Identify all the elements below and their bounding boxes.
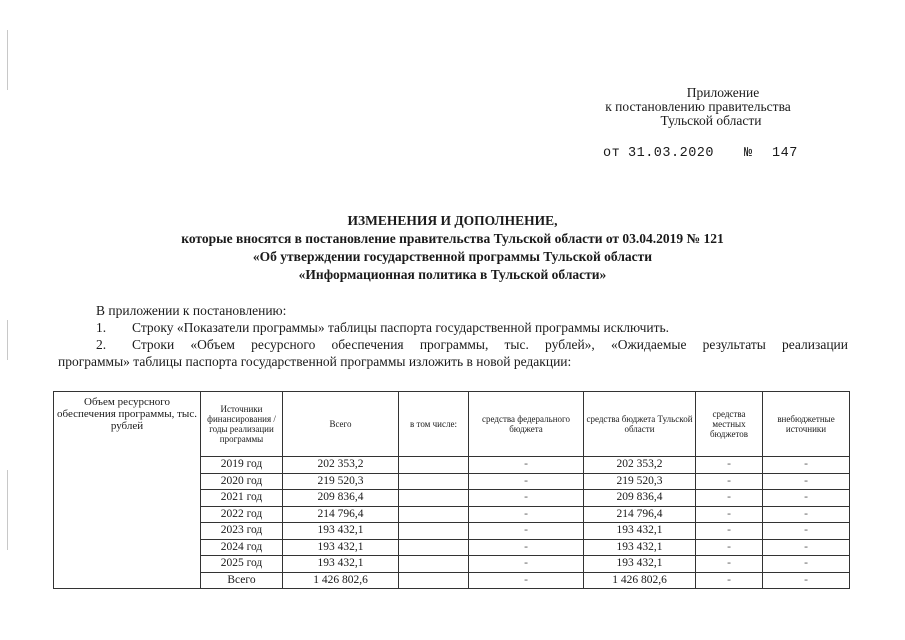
table-cell-total: 193 432,1 [283, 523, 399, 540]
table-cell-incl [399, 506, 469, 523]
table-cell-incl [399, 473, 469, 490]
table-cell-local: - [696, 457, 763, 474]
document-title [0, 212, 905, 284]
table-cell-year: 2019 год [201, 457, 283, 474]
table-cell-year: 2020 год [201, 473, 283, 490]
table-cell-regional: 209 836,4 [584, 490, 696, 507]
table-cell-federal: - [469, 556, 584, 573]
table-cell-federal: - [469, 539, 584, 556]
left-margin-line [7, 470, 8, 550]
table-cell-regional: 193 432,1 [584, 556, 696, 573]
table-cell-total: 193 432,1 [283, 556, 399, 573]
table-cell-incl [399, 556, 469, 573]
table-cell-total: 219 520,3 [283, 473, 399, 490]
decree-date: 31.03.2020 [628, 146, 715, 161]
decree-number-label: № [744, 146, 753, 161]
decree-from-label: от [603, 146, 621, 161]
table-row-header: Объем ресурсного обеспечения программы, тыс. рублей [54, 392, 201, 589]
table-cell-year: 2022 год [201, 506, 283, 523]
left-margin-line [7, 30, 8, 90]
item-number: 1. [96, 320, 107, 335]
table-cell-extra: - [763, 490, 850, 507]
table-cell-incl [399, 457, 469, 474]
table-cell-incl [399, 523, 469, 540]
item-text: Строку «Показатели программы» таблицы паспорта государственной программы исключить. [132, 320, 670, 335]
table-cell-extra: - [763, 473, 850, 490]
table-cell-regional: 214 796,4 [584, 506, 696, 523]
table-header-row [54, 392, 850, 457]
table-cell-total: 202 353,2 [283, 457, 399, 474]
table-header: средства бюджета Тульской области [584, 392, 696, 457]
table-cell-incl [399, 539, 469, 556]
table-cell-year: 2021 год [201, 490, 283, 507]
table-header: Всего [283, 392, 399, 457]
title-line: которые вносятся в постановление правительства Тульской области от 03.04.2019 № 121 [181, 231, 724, 246]
body-item-1 [58, 319, 848, 336]
table-cell-total: 209 836,4 [283, 490, 399, 507]
table-cell-year: 2025 год [201, 556, 283, 573]
table-cell-incl [399, 572, 469, 589]
table-cell-local: - [696, 473, 763, 490]
appendix-region: Тульской области [660, 113, 762, 128]
table-cell-extra: - [763, 539, 850, 556]
table-cell-federal: - [469, 523, 584, 540]
table-cell-regional: 1 426 802,6 [584, 572, 696, 589]
table-cell-extra: - [763, 457, 850, 474]
table-cell-total: 1 426 802,6 [283, 572, 399, 589]
appendix-subtitle: к постановлению правительства [605, 99, 791, 114]
decree-number: 147 [772, 146, 798, 161]
body-item-2-cont: программы» таблицы паспорта государственной программы изложить в новой редакции: [58, 354, 572, 369]
table-cell-federal: - [469, 473, 584, 490]
table-cell-total: 193 432,1 [283, 539, 399, 556]
table-cell-incl [399, 490, 469, 507]
table-cell-extra: - [763, 506, 850, 523]
table-header: средства местных бюджетов [696, 392, 763, 457]
table-cell-extra: - [763, 572, 850, 589]
table-cell-regional: 202 353,2 [584, 457, 696, 474]
table-cell-local: - [696, 556, 763, 573]
table-cell-extra: - [763, 523, 850, 540]
table-cell-local: - [696, 523, 763, 540]
table-cell-federal: - [469, 572, 584, 589]
body-item-2 [58, 336, 848, 353]
table-cell-local: - [696, 539, 763, 556]
document-body [58, 302, 848, 370]
left-margin-line [7, 320, 8, 360]
table-header: Источники финансирования / годы реализации программы [201, 392, 283, 457]
table-header: средства федерального бюджета [469, 392, 584, 457]
table-cell-regional: 193 432,1 [584, 523, 696, 540]
table-cell-regional: 193 432,1 [584, 539, 696, 556]
table-cell-year: 2024 год [201, 539, 283, 556]
table-header: в том числе: [399, 392, 469, 457]
title-line: «Об утверждении государственной программы Тульской области [252, 249, 653, 264]
table-cell-local: - [696, 490, 763, 507]
table-cell-regional: 219 520,3 [584, 473, 696, 490]
resource-table [53, 391, 850, 589]
table-cell-total: 214 796,4 [283, 506, 399, 523]
table-cell-year: 2023 год [201, 523, 283, 540]
table-cell-extra: - [763, 556, 850, 573]
table-cell-year: Всего [201, 572, 283, 589]
table-cell-local: - [696, 506, 763, 523]
table-cell-federal: - [469, 506, 584, 523]
title-line: «Информационная политика в Тульской области» [298, 267, 607, 282]
table-cell-local: - [696, 572, 763, 589]
appendix-header [560, 86, 860, 128]
item-text: Строки «Объем ресурсного обеспечения программы, тыс. рублей», «Ожидаемые результаты реализации [132, 337, 848, 352]
table-cell-federal: - [469, 490, 584, 507]
table-header: внебюджетные источники [763, 392, 850, 457]
title-line: ИЗМЕНЕНИЯ И ДОПОЛНЕНИЕ, [347, 213, 558, 228]
appendix-title: Приложение [686, 85, 760, 100]
body-intro: В приложении к постановлению: [96, 303, 287, 318]
table-cell-federal: - [469, 457, 584, 474]
item-number: 2. [96, 337, 107, 352]
